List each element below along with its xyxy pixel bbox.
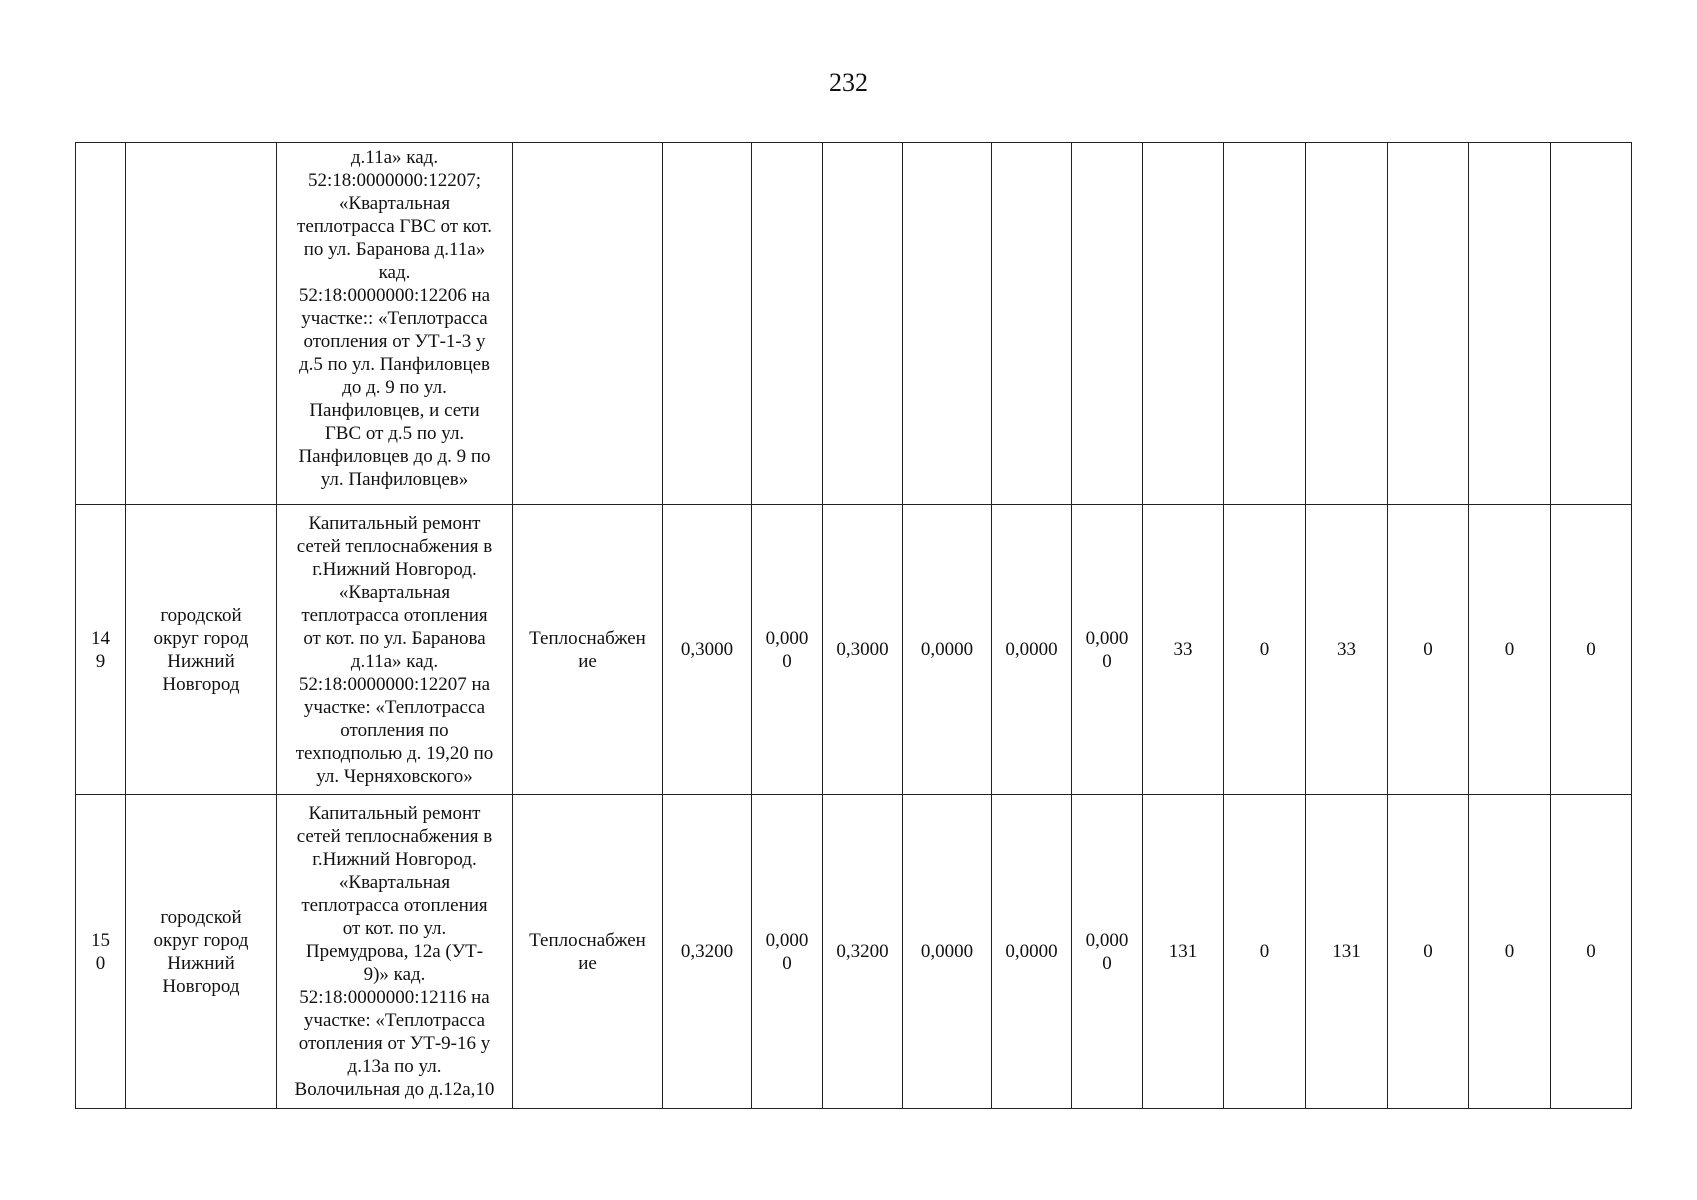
cell-value: 0 xyxy=(1504,639,1515,660)
row-number-line: 14 xyxy=(91,627,110,649)
supply-type-line: Теплоснабжен xyxy=(529,627,646,649)
row-number-line: 0 xyxy=(95,952,106,974)
municipality-line: Нижний xyxy=(167,952,235,974)
cell-value: 0,3000 xyxy=(836,639,889,660)
works-table xyxy=(75,142,1632,1109)
description-line: д.11а» кад. xyxy=(350,147,439,168)
description-line: ГВС от д.5 по ул. xyxy=(324,423,465,444)
description-line: участке: «Теплотрасса xyxy=(303,1010,486,1031)
cell-value: 0 xyxy=(1586,639,1596,660)
cell-value: 0,0000 xyxy=(920,639,974,660)
count-cell-2 xyxy=(1224,795,1306,1109)
value-cell-3 xyxy=(823,505,903,795)
cell-value: 0 xyxy=(1259,639,1270,660)
cell-value: 0 xyxy=(1423,639,1433,660)
cell-value: 131 xyxy=(1332,941,1361,962)
count-cell-5 xyxy=(1469,795,1551,1109)
count-cell-4 xyxy=(1388,143,1469,505)
description-line: до д. 9 по ул. xyxy=(342,377,447,398)
municipality-line: округ город xyxy=(153,929,249,951)
count-cell-6 xyxy=(1551,795,1632,1109)
description-line: ул. Черняховского» xyxy=(316,765,473,787)
municipality-line: городской xyxy=(160,906,242,928)
count-cell-2 xyxy=(1224,505,1306,795)
description-line: отопления от УТ-9-16 у xyxy=(298,1033,491,1054)
description-line: по ул. Баранова д.11а» xyxy=(303,239,486,260)
description-line: теплотрасса ГВС от кот. xyxy=(297,216,492,237)
description-line: г.Нижний Новгород. xyxy=(312,849,477,870)
description-line: г.Нижний Новгород. xyxy=(312,558,477,580)
count-cell-4 xyxy=(1388,505,1469,795)
table-row xyxy=(76,143,1632,505)
description-line: д.13а по ул. xyxy=(347,1056,442,1077)
count-cell-1 xyxy=(1143,505,1224,795)
value-cell-4 xyxy=(903,795,992,1109)
description-line: сетей теплоснабжения в xyxy=(296,826,493,847)
value-line: 0 xyxy=(1102,650,1112,672)
description-line: «Квартальная xyxy=(338,581,451,603)
value-line: 0,000 xyxy=(765,929,809,951)
description-line: «Квартальная xyxy=(338,193,451,214)
value-cell-5 xyxy=(992,795,1072,1109)
description-line: Панфиловцев, и сети xyxy=(309,400,480,421)
count-cell-6 xyxy=(1551,143,1632,505)
count-cell-1 xyxy=(1143,143,1224,505)
supply-type-line: ие xyxy=(578,650,597,672)
description-line: от кот. по ул. Баранова xyxy=(303,627,486,649)
description-line: «Квартальная xyxy=(338,872,451,893)
cell-value: 0,3200 xyxy=(836,941,889,962)
description-line: отопления по xyxy=(340,719,449,741)
description-line: д.11а» кад. xyxy=(350,650,439,672)
supply-type-cell xyxy=(513,795,663,1109)
description-line: участке:: «Теплотрасса xyxy=(301,308,488,329)
value-cell-6 xyxy=(1072,505,1143,795)
table-row xyxy=(76,505,1632,795)
value-cell-2 xyxy=(752,795,823,1109)
page-number: 232 xyxy=(829,68,868,97)
count-cell-1 xyxy=(1143,795,1224,1109)
supply-type-cell xyxy=(513,505,663,795)
supply-type-line: Теплоснабжен xyxy=(529,929,646,951)
municipality-cell xyxy=(126,505,277,795)
municipality-line: Новгород xyxy=(162,975,240,997)
value-line: 0,000 xyxy=(1085,627,1129,649)
count-cell-3 xyxy=(1306,505,1388,795)
cell-value: 0,3000 xyxy=(680,639,734,660)
description-line: 9)» кад. xyxy=(363,964,426,985)
cell-value: 0,0000 xyxy=(1005,639,1058,660)
count-cell-3 xyxy=(1306,143,1388,505)
description-line: теплотрасса отопления xyxy=(301,604,488,626)
value-cell-1 xyxy=(663,795,752,1109)
cell-value: 131 xyxy=(1168,941,1198,962)
row-number-cell xyxy=(76,795,126,1109)
description-cell xyxy=(277,795,513,1109)
description-line: 52:18:0000000:12116 на xyxy=(299,987,490,1008)
row-number-line: 9 xyxy=(95,650,106,672)
description-line: отопления от УТ-1-3 у xyxy=(303,331,486,352)
cell-value: 0,0000 xyxy=(1005,941,1058,962)
value-cell-5 xyxy=(992,143,1072,505)
cell-value: 0,3200 xyxy=(680,941,734,962)
description-line: участке: «Теплотрасса xyxy=(303,696,486,718)
value-line: 0,000 xyxy=(765,627,809,649)
description-line: теплотрасса отопления xyxy=(301,895,488,916)
table-row xyxy=(76,795,1632,1109)
municipality-cell xyxy=(126,143,277,505)
description-line: сетей теплоснабжения в xyxy=(296,535,493,557)
count-cell-2 xyxy=(1224,143,1306,505)
description-line: Панфиловцев до д. 9 по xyxy=(298,446,491,467)
description-line: Премудрова, 12а (УТ- xyxy=(305,941,484,962)
cell-value: 0 xyxy=(1504,941,1515,962)
count-cell-5 xyxy=(1469,505,1551,795)
description-line: Капитальный ремонт xyxy=(308,512,481,534)
description-line: Волочильная до д.12а,10 xyxy=(294,1079,495,1100)
value-cell-4 xyxy=(903,143,992,505)
supply-type-cell xyxy=(513,143,663,505)
cell-value: 0 xyxy=(1259,941,1270,962)
count-cell-5 xyxy=(1469,143,1551,505)
value-cell-6 xyxy=(1072,143,1143,505)
value-cell-1 xyxy=(663,505,752,795)
cell-value: 0,0000 xyxy=(920,941,974,962)
value-cell-3 xyxy=(823,795,903,1109)
description-line: от кот. по ул. xyxy=(342,918,447,939)
description-line: кад. xyxy=(378,262,411,283)
row-number-line: 15 xyxy=(91,929,110,951)
description-line: ул. Панфиловцев» xyxy=(320,469,469,490)
value-cell-1 xyxy=(663,143,752,505)
row-number-cell xyxy=(76,505,126,795)
count-cell-6 xyxy=(1551,505,1632,795)
description-cell xyxy=(277,505,513,795)
value-line: 0 xyxy=(782,952,792,974)
cell-value: 0 xyxy=(1586,941,1596,962)
value-cell-2 xyxy=(752,505,823,795)
description-line: 52:18:0000000:12206 на xyxy=(298,285,491,306)
value-cell-2 xyxy=(752,143,823,505)
municipality-cell xyxy=(126,795,277,1109)
row-number-cell xyxy=(76,143,126,505)
value-cell-3 xyxy=(823,143,903,505)
value-line: 0 xyxy=(1102,952,1112,974)
cell-value: 33 xyxy=(1173,639,1193,660)
value-line: 0 xyxy=(782,650,792,672)
value-cell-5 xyxy=(992,505,1072,795)
description-line: Капитальный ремонт xyxy=(308,803,481,824)
description-line: д.5 по ул. Панфиловцев xyxy=(298,354,491,375)
count-cell-4 xyxy=(1388,795,1469,1109)
municipality-line: Новгород xyxy=(162,673,240,695)
description-line: техподполью д. 19,20 по xyxy=(295,742,494,764)
supply-type-line: ие xyxy=(578,952,597,974)
count-cell-3 xyxy=(1306,795,1388,1109)
description-cell xyxy=(277,143,513,505)
municipality-line: Нижний xyxy=(167,650,235,672)
municipality-line: округ город xyxy=(153,627,249,649)
value-line: 0,000 xyxy=(1085,929,1129,951)
value-cell-4 xyxy=(903,505,992,795)
municipality-line: городской xyxy=(160,604,242,626)
value-cell-6 xyxy=(1072,795,1143,1109)
cell-value: 0 xyxy=(1423,941,1433,962)
description-line: 52:18:0000000:12207; xyxy=(307,170,482,191)
cell-value: 33 xyxy=(1337,639,1356,660)
description-line: 52:18:0000000:12207 на xyxy=(298,673,491,695)
